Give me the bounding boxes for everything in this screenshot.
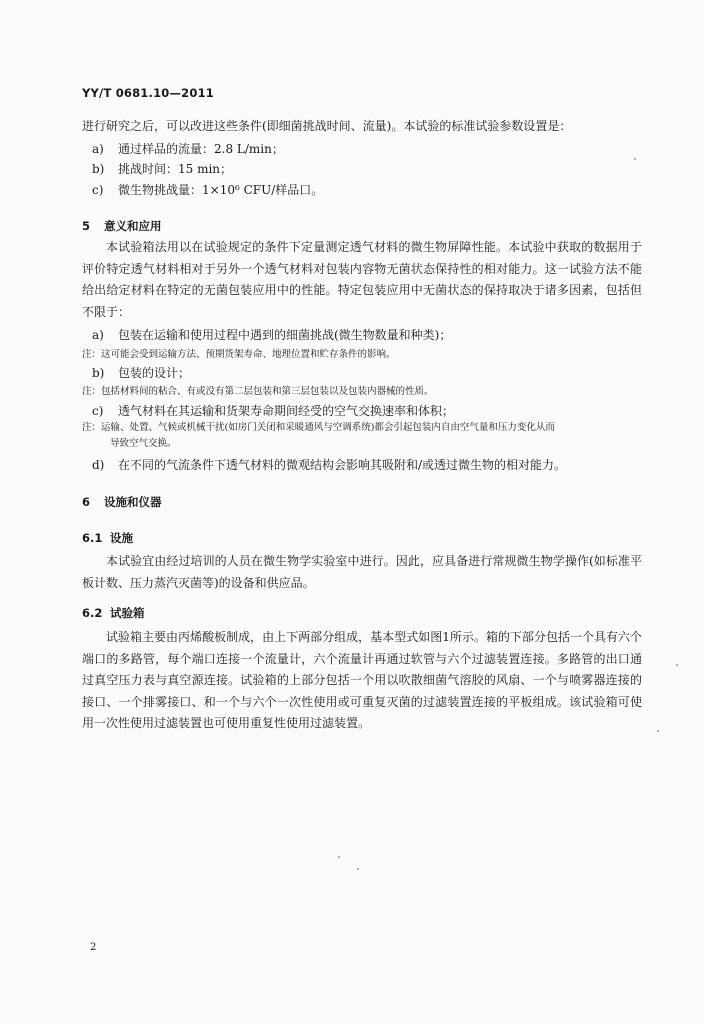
section-6-2-paragraph: 试验箱主要由丙烯酸板制成，由上下两部分组成，基本型式如图1所示。箱的下部分包括一个具有六个端口的多路管，每个端口连接一个流量计，六个流量计再通过软管与六个过滤装置连接。多路管的出口通过真空压力表与真空源连接。试验箱的上部分包括一个用以吹散细菌气溶胶的风扇、一个与喷雾器连接的接口、一个排雾接口、和一个与六个一次性使用或可重复灭菌的过滤装置连接的平板组成。该试验箱可使用一次性使用过滤装置也可使用重复性使用过滤装置。 bbox=[82, 630, 642, 730]
list-text: 透气材料在其运输和货架寿命期间经受的空气交换速率和体积； bbox=[118, 404, 455, 418]
section-title: 设施 bbox=[110, 531, 133, 545]
list-marker: b) bbox=[92, 366, 105, 380]
list-marker: c) bbox=[92, 183, 104, 197]
section-5-paragraph: 本试验箱法用以在试验规定的条件下定量测定透气材料的微生物屏障性能。本试验中获取的数据用于评价特定透气材料相对于另外一个透气材料对包装内容物无菌状态保持性的相对能力。这一试验方法不能给出给定材料在特定的无菌包装应用中的性能。特定包装应用中无菌状态的保持取决于诸多因素，包括但不限于： bbox=[82, 240, 642, 319]
scan-speck bbox=[657, 730, 659, 732]
list-text: 挑战时间：15 min； bbox=[118, 162, 233, 176]
scan-speck bbox=[634, 158, 636, 160]
note-c-line2: 导致空气交换。 bbox=[110, 438, 177, 449]
section-5-heading bbox=[82, 218, 162, 234]
section-number: 5 bbox=[82, 219, 91, 233]
section-number: 6.1 bbox=[82, 531, 103, 545]
param-item-a bbox=[82, 140, 642, 158]
note-a: 注：这可能会受到运输方法、预期货架寿命、地理位置和贮存条件的影响。 bbox=[82, 349, 396, 360]
section-title: 试验箱 bbox=[110, 606, 145, 620]
scan-speck bbox=[676, 664, 678, 666]
section-6-1-heading bbox=[82, 530, 133, 546]
scan-speck bbox=[338, 856, 340, 858]
factor-item-a bbox=[82, 326, 642, 344]
factor-item-c bbox=[82, 402, 642, 420]
list-marker: d) bbox=[92, 458, 105, 472]
page-number: 2 bbox=[90, 942, 97, 953]
list-marker: b) bbox=[92, 162, 105, 176]
section-title: 意义和应用 bbox=[104, 219, 162, 233]
section-title: 设施和仪器 bbox=[104, 495, 162, 509]
list-marker: a) bbox=[92, 328, 104, 342]
section-6-2-heading bbox=[82, 605, 145, 621]
factor-item-d bbox=[82, 456, 642, 474]
list-text: 通过样品的流量：2.8 L/min； bbox=[118, 142, 284, 156]
intro-paragraph: 进行研究之后，可以改进这些条件(即细菌挑战时间、流量)。本试验的标准试验参数设置是： bbox=[82, 119, 572, 133]
note-b: 注：包括材料间的粘合、有或没有第二层包装和第三层包装以及包装内器械的性质。 bbox=[82, 386, 434, 397]
note-c-line1: 注：运输、处置、气候或机械干扰(如房门关闭和采暖通风与空调系统)都会引起包装内自由空气量和压力变化从而 bbox=[82, 422, 555, 433]
param-item-b bbox=[82, 160, 642, 178]
list-text: 包装在运输和使用过程中遇到的细菌挑战(微生物数量和种类)； bbox=[118, 328, 452, 342]
scan-speck bbox=[357, 868, 359, 870]
standard-header: YY/T 0681.10—2011 bbox=[82, 86, 214, 100]
note-c bbox=[82, 420, 642, 452]
section-6-heading bbox=[82, 494, 162, 510]
list-text: 微生物挑战量：1×10⁶ CFU/样品口。 bbox=[118, 183, 324, 197]
list-marker: a) bbox=[92, 142, 104, 156]
param-item-c bbox=[82, 181, 642, 199]
section-number: 6 bbox=[82, 495, 91, 509]
list-text: 在不同的气流条件下透气材料的微观结构会影响其吸附和/或透过微生物的相对能力。 bbox=[118, 458, 567, 472]
section-number: 6.2 bbox=[82, 606, 103, 620]
list-marker: c) bbox=[92, 404, 104, 418]
section-6-1-paragraph: 本试验宜由经过培训的人员在微生物学实验室中进行。因此，应具备进行常规微生物学操作(如标准平板计数、压力蒸汽灭菌等)的设备和供应品。 bbox=[82, 554, 642, 590]
list-text: 包装的设计； bbox=[118, 366, 191, 380]
factor-item-b bbox=[82, 364, 642, 382]
